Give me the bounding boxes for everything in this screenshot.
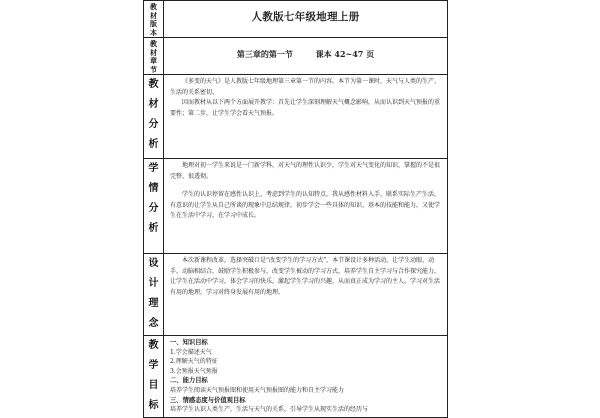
design-paragraph: 本次新课程改革，选择突破口是“改变学生的学习方式”，本节课设计多种活动，让学生动眼、动手、动脑相结合，鼓励学生积极参与，改变学生被动的学习方式，培养学生自主学习与合作探究能力，让学生在活动中学习，体会学习的快乐，激起学生学习的兴趣，从而真正成为学习的主人。学习对生活有用的地理，学习对终身发展有用的地理。 xyxy=(170,257,441,296)
students-paragraph: 学生的认识停留在感性认识上，考虑到学生的认知特点，我从感性材料入手，联系实际生产生活，有意识的让学生从自己所谈的现象中总结规律，初步学会一些具体的知识、基本的技能和能力，又使学生在生活中学习，在学习中成长。 xyxy=(170,191,441,219)
label-teaching-objectives: 教 学 目 标 xyxy=(144,336,164,418)
textbook-version-title: 人教版七年级地理上册 xyxy=(251,11,360,23)
design-concept-cell xyxy=(164,254,448,336)
label-textbook-version: 教 材 版 本 xyxy=(144,1,164,38)
objective-item: 培养学生认识人类生产，生活与天气的关系，引导学生从现实生活的经历与 xyxy=(170,406,369,414)
objective-item: 1.学会描述天气 xyxy=(170,348,212,356)
row-student-analysis xyxy=(144,159,448,254)
label-chapter: 教 材 章 节 xyxy=(144,38,164,75)
textbook-version-cell xyxy=(164,1,448,38)
label-student-analysis: 学 情 分 析 xyxy=(144,159,164,254)
objective-item: 培养学生阅读天气预报图和使用天气预报图的能力和自主学习能力 xyxy=(170,386,345,394)
textbook-analysis-cell xyxy=(164,75,448,159)
teaching-objectives-cell xyxy=(164,336,448,418)
lesson-plan-table xyxy=(143,0,448,418)
objective-heading: 三、情感态度与价值观目标 xyxy=(170,396,246,404)
students-paragraph: 地理对初一学生来说是一门新学科，对天气的理性认识少，学生对天气变化的知识，掌握的不是很完整、很透彻。 xyxy=(170,162,441,180)
label-design-concept: 设 计 理 念 xyxy=(144,254,164,336)
label-textbook-analysis: 教 材 分 析 xyxy=(144,75,164,159)
chapter-cell xyxy=(164,38,448,75)
chapter-pages: 课本 42~47 页 xyxy=(315,49,375,59)
row-teaching-objectives xyxy=(144,336,448,418)
analysis-paragraph: 因而教材从以下两个方面展开教学：首先让学生深刻理解天气概念影响，从而认识到天气预报的重要性；第二步，让学生学会看天气预报。 xyxy=(170,99,441,117)
row-textbook-analysis xyxy=(144,75,448,159)
objective-item: 3.会预报天气预报 xyxy=(170,367,218,375)
objective-heading: 一、知识目标 xyxy=(170,339,208,346)
row-chapter xyxy=(144,38,448,75)
objective-heading: 二、能力目标 xyxy=(170,377,208,385)
row-design-concept xyxy=(144,254,448,336)
student-analysis-cell xyxy=(164,159,448,254)
chapter-section: 第三章的第一节 xyxy=(236,49,293,59)
analysis-paragraph: 《多变的天气》是人教版七年级地理第三章第一节的内容。本节为第一课时，天气与人类的生产、生活的关系密切。 xyxy=(170,78,441,96)
row-textbook-version xyxy=(144,1,448,38)
chapter-line xyxy=(170,40,441,68)
objective-item: 2.理解天气的特征 xyxy=(170,358,218,366)
